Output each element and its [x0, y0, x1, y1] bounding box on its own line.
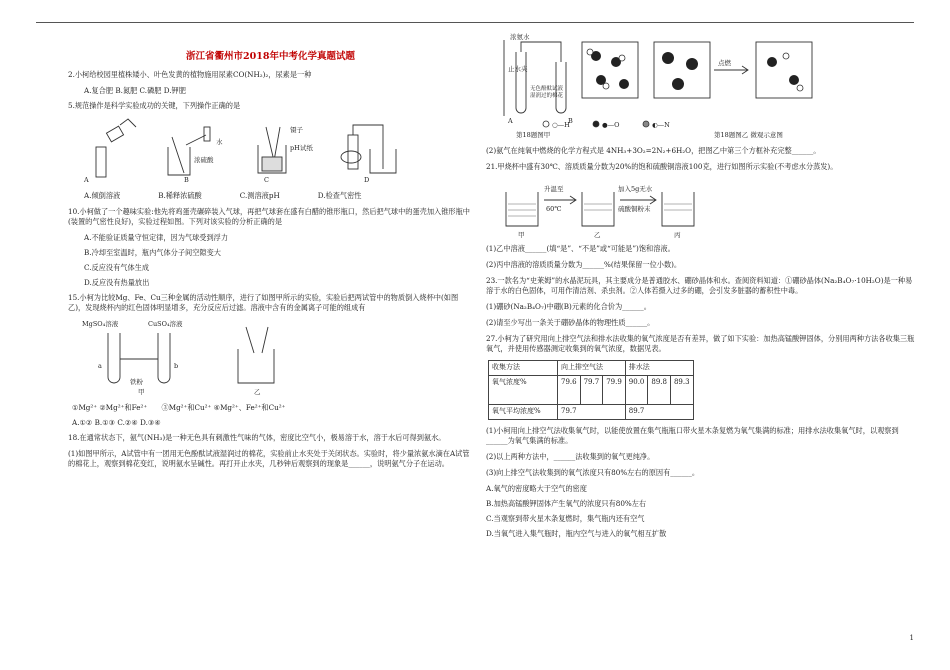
q15-fig-label-jia: 甲	[138, 388, 145, 396]
q18-fig-label-ammonia: 浓氨水	[510, 33, 530, 41]
q27-stem: 27.小柯为了研究用向上排空气法和排水法收集的氧气浓度是否有差异，做了如下实验：加热高锰酸钾固体，分别用两种方法各收集三瓶氧气，并使用传感器测定收集到的氧气浓度，数据见表。	[486, 334, 915, 353]
q18-part2: (2)氨气在纯氧中燃烧的化学方程式是 4NH₃+3O₂=2N₂+6H₂O，把图乙中第三个方框补充完整______。	[486, 146, 821, 155]
q10-option-b: B.冷却至室温时，瓶内气体分子间空隙变大	[84, 248, 221, 257]
q18-fig-legend-h: ○—H	[552, 121, 570, 129]
q5-figure	[68, 117, 473, 187]
table-row	[489, 361, 694, 376]
q18-fig-label-clamp: 止水夹	[508, 65, 528, 73]
q15-fig-label-b: b	[174, 362, 179, 370]
q27-option-c: C.当观察到带火星木条复燃时，集气瓶内还有空气	[486, 514, 645, 523]
q5-fig-label-d: D	[364, 176, 370, 184]
q15-fig-label-mgso4: MgSO₄溶液	[82, 320, 119, 328]
q15-choices: ①Mg²⁺ ②Mg²⁺和Fe²⁺ ③Mg²⁺和Cu²⁺ ④Mg²⁺、Fe²⁺和Cu²⁺	[72, 403, 286, 412]
table-header-air: 向上排空气法	[558, 361, 626, 376]
header-rule	[36, 22, 914, 23]
q5-fig-label-tweezers: 镊子	[290, 126, 303, 134]
q10-option-a: A.不能验证质量守恒定律，因为气球受到浮力	[84, 233, 229, 242]
q5-options	[84, 191, 473, 201]
q5-option-d: D.检查气密性	[317, 191, 362, 200]
table-header-water: 排水法	[625, 361, 693, 376]
q5-fig-label-c: C	[264, 176, 269, 184]
left-column	[68, 30, 473, 475]
ammonia-experiment-illustration	[486, 32, 916, 132]
page-title: 浙江省衢州市2018年中考化学真题试题	[186, 51, 355, 62]
q27-option-d: D.当氧气进入集气瓶时，瓶内空气与进入的氧气相互扩散	[486, 529, 667, 538]
q21-fig-label-heat: 升温至	[544, 185, 564, 193]
q27-data-table	[488, 360, 694, 420]
table-cell: 79.7	[558, 405, 626, 420]
table-row	[489, 376, 694, 405]
q21-fig-label-bing: 丙	[674, 231, 681, 239]
table-cell: 89.3	[670, 376, 693, 405]
page-number: 1	[909, 634, 914, 642]
q21-fig-label-add: 加入5g无水	[618, 185, 653, 193]
q23-part2: (2)请至少写出一条关于硼砂晶体的物理性质______。	[486, 318, 655, 327]
q18-fig-label-ignite: 点燃	[718, 59, 731, 67]
table-cell: 79.7	[580, 376, 603, 405]
right-column	[486, 30, 916, 544]
q10-option-d: D.反应没有热量放出	[84, 278, 150, 287]
q5-option-b: B.稀释浓硫酸	[158, 191, 202, 200]
q18-part1: (1)如图甲所示，A试管中有一团用无色酚酞试液湿润过的棉花，实验前止水夹处于关闭状态。实验时，将少量浓氨水滴在A试管的棉花上，观察到棉花变红，说明氨水呈碱性。再打开止水夹，几秒钟后观察到的现象是______，说明氨气分子在运动。	[68, 449, 470, 468]
q27-part3: (3)向上排空气法收集到的氧气浓度只有80%左右的原因有______。	[486, 468, 700, 477]
q27-option-b: B.加热高锰酸钾固体产生氧气的浓度只有80%左右	[486, 499, 647, 508]
q18-fig-legend-o: ●—O	[602, 121, 620, 129]
q15-stem: 15.小柯为比较Mg、Fe、Cu三种金属的活动性顺序，进行了如图甲所示的实验，实验后把两试管中的物质倒入烧杯中(如图乙)，发现烧杯内的红色固体明显增多，充分反应后过滤。溶液中含有的金属离子可能的组成有	[68, 293, 459, 312]
q21-fig-label-powder: 硫酸铜粉末	[618, 205, 651, 213]
q5-stem: 5.规范操作是科学实验成功的关键，下列操作正确的是	[68, 101, 241, 110]
q27-option-a: A.氧气的密度略大于空气的密度	[486, 484, 587, 493]
q2-stem: 2.小柯给校园里植株矮小、叶色发黄的植物施用尿素CO(NH₂)₂，尿素是一种	[68, 70, 312, 79]
metal-activity-illustration	[68, 319, 328, 399]
q15-fig-label-yi: 乙	[254, 388, 261, 396]
table-cell-label: 氧气平均浓度%	[489, 405, 558, 420]
table-cell: 79.9	[603, 376, 626, 405]
q18-fig-label-b: B	[568, 117, 573, 125]
q21-figure	[486, 178, 916, 240]
q21-part2: (2)丙中溶液的溶质质量分数为______%(结果保留一位小数)。	[486, 260, 682, 269]
q5-fig-label-water: 水	[216, 138, 223, 146]
table-cell: 89.8	[648, 376, 671, 405]
q5-fig-label-ph-paper: pH试纸	[290, 144, 313, 152]
q27-part1: (1)小柯用向上排空气法收集氧气时，以能使放置在集气瓶瓶口带火星木条复燃为氧气集满的标准；用排水法收集氧气时，以观察到______为氧气集满的标准。	[486, 426, 899, 445]
q21-fig-label-60c: 60℃	[546, 205, 562, 213]
table-header-method: 收集方法	[489, 361, 558, 376]
q10-stem: 10.小柯做了一个趣味实验:他先将鸡蛋壳碾碎装入气球，再把气球套在盛有白醋的锥形瓶口，然后把气球中的蛋壳加入锥形瓶中(装置的气密性良好)，实验过程如图。下列对该实验的分析正确的是	[68, 207, 470, 226]
q15-figure	[68, 319, 473, 399]
q15-fig-label-cuso4: CuSO₄溶液	[148, 320, 183, 328]
q2-options: A.复合肥 B.氮肥 C.磷肥 D.钾肥	[84, 86, 186, 95]
q15-options: A.①② B.①③ C.②④ D.③④	[72, 418, 161, 427]
q18-stem: 18.在通常状态下，氨气(NH₃)是一种无色具有刺激性气味的气体，密度比空气小，极易溶于水，溶于水后可得到氨水。	[68, 433, 446, 442]
q23-part1: (1)硼砂(Na₂B₄O₇)中硼(B)元素的化合价为______。	[486, 302, 651, 311]
q5-fig-label-a: A	[84, 176, 89, 184]
lab-operations-illustration	[68, 117, 398, 187]
q21-fig-label-jia: 甲	[518, 231, 525, 239]
table-cell: 89.7	[625, 405, 693, 420]
table-row	[489, 405, 694, 420]
q23-stem: 23.一款名为“史莱姆”的水晶泥玩具，其主要成分是普通胶水、硼砂晶体和水。查阅资料知道：①硼砂晶体(Na₂B₄O₇·10H₂O)是一种易溶于水的白色固体，可用作清洁剂、杀虫剂。②人体若摄入过多的硼，会引发多脏器的蓄积性中毒。	[486, 276, 913, 295]
q18-fig-label-a: A	[508, 117, 513, 125]
q21-fig-label-yi: 乙	[594, 231, 601, 239]
q5-option-a: A.倾倒溶液	[84, 191, 121, 200]
q18-fig-caption-yi: 第18题图乙 微观示意图	[714, 131, 783, 139]
table-cell: 90.0	[625, 376, 648, 405]
table-cell: 79.6	[558, 376, 581, 405]
q27-part2: (2)以上两种方法中，______法收集到的氧气更纯净。	[486, 452, 655, 461]
q18-figure	[486, 32, 916, 139]
q18-fig-label-cotton: 无色酚酞试液湿润过的棉花	[530, 86, 564, 99]
q5-fig-label-b: B	[184, 176, 189, 184]
q5-option-c: C.测溶液pH	[239, 191, 280, 200]
q15-fig-label-iron: 铁粉	[130, 378, 143, 386]
q5-fig-label-acid: 浓硫酸	[194, 156, 214, 164]
q18-fig-caption-jia: 第18题图甲	[516, 131, 551, 139]
q18-fig-legend-n: ◐—N	[652, 121, 670, 129]
q21-part1: (1)乙中溶液______(填“是”、“不是”或“可能是”)饱和溶液。	[486, 244, 675, 253]
q10-option-c: C.反应没有气体生成	[84, 263, 150, 272]
q21-stem: 21.甲烧杯中盛有30℃、溶质质量分数为20%的饱和硫酸铜溶液100克，进行如图所示实验(不考虑水分蒸发)。	[486, 162, 838, 171]
table-cell-label: 氧气浓度%	[489, 376, 558, 405]
q15-fig-label-a: a	[98, 362, 102, 370]
